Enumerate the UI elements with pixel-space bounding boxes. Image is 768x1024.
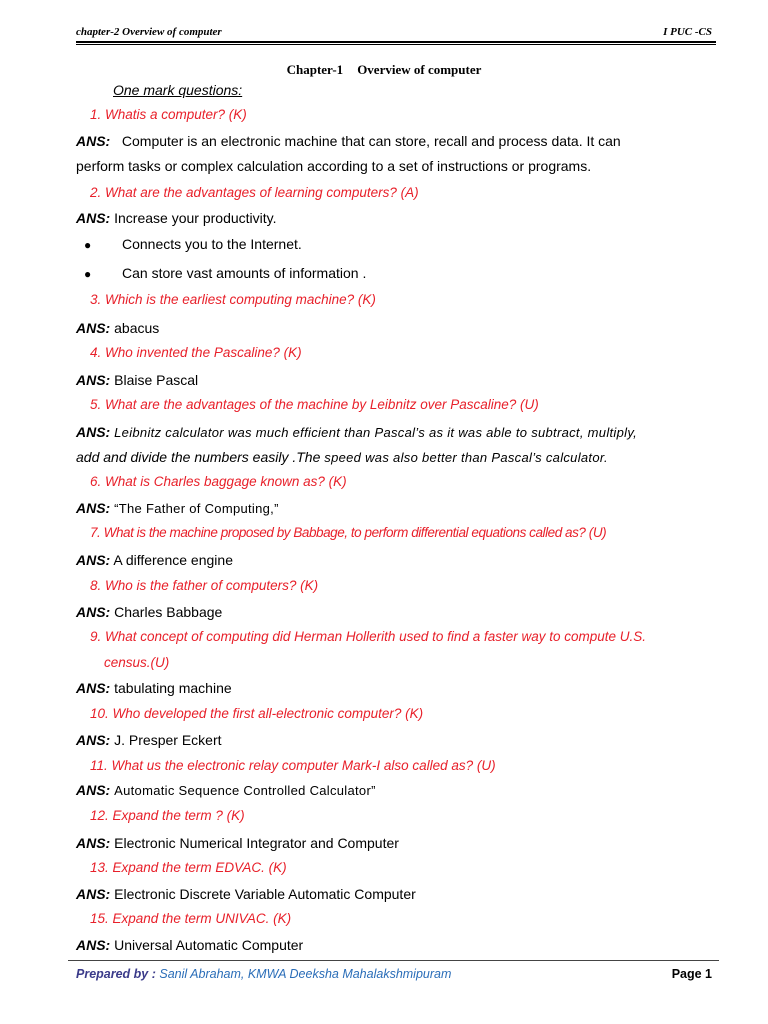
question: 11. What us the electronic relay computer Mark-I also called as? (U): [90, 758, 496, 773]
ans-label: ANS:: [76, 680, 111, 696]
question: 1. Whatis a computer? (K): [90, 107, 247, 122]
answer-text: Computer is an electronic machine that can store, recall and process data. It can: [121, 133, 621, 149]
header-rule: [76, 41, 716, 43]
ans-label: ANS:: [76, 604, 111, 620]
ans-label: ANS:: [76, 320, 111, 336]
page-header: [76, 24, 712, 40]
question: 9. What concept of computing did Herman Hollerith used to find a faster way to compute U.S.: [90, 629, 647, 644]
answer: [76, 424, 637, 440]
question: 13. Expand the term EDVAC. (K): [90, 860, 287, 875]
bullet-icon: ●: [84, 267, 92, 281]
question-continued: census.(U): [104, 655, 170, 670]
answer-text: Leibnitz calculator was much efficient than Pascal’s as it was able to subtract, multiply,: [114, 425, 638, 440]
chapter-number: Chapter-1: [286, 62, 344, 77]
question: 7. What is the machine proposed by Babbage, to perform differential equations called as? (U): [90, 525, 607, 540]
answer-continued: perform tasks or complex calculation according to a set of instructions or programs.: [76, 158, 592, 174]
question: 6. What is Charles baggage known as? (K): [90, 474, 347, 489]
question: 4. Who invented the Pascaline? (K): [90, 345, 302, 360]
ans-label: ANS:: [76, 552, 111, 568]
answer: [76, 210, 277, 226]
ans-label: ANS:: [76, 210, 111, 226]
answer-text: Electronic Discrete Variable Automatic Computer: [114, 886, 416, 902]
ans-label: ANS:: [76, 732, 111, 748]
answer-text: J. Presper Eckert: [114, 732, 222, 748]
footer-author: Sanil Abraham, KMWA Deeksha Mahalakshmipuram: [159, 967, 452, 981]
answer-text: “The Father of Computing,”: [114, 501, 279, 516]
answer-text: Automatic Sequence Controlled Calculator”: [114, 783, 376, 798]
answer-text: add and divide the numbers easily .The: [76, 449, 321, 465]
ans-label: ANS:: [76, 133, 111, 149]
page-title: [0, 62, 768, 78]
answer-text: A difference engine: [113, 552, 233, 568]
section-heading: One mark questions:: [113, 82, 243, 98]
ans-label: ANS:: [76, 372, 111, 388]
answer-text: Blaise Pascal: [114, 372, 199, 388]
answer: [76, 552, 233, 568]
footer-rule: [68, 960, 719, 961]
page-number: Page 1: [671, 967, 712, 981]
answer: [76, 604, 222, 620]
bullet-text: Connects you to the Internet.: [122, 236, 302, 252]
ans-label: ANS:: [76, 424, 111, 440]
ans-label: ANS:: [76, 886, 111, 902]
answer-text: speed was also better than Pascal’s calculator.: [320, 450, 608, 465]
question: 3. Which is the earliest computing machine? (K): [90, 292, 376, 307]
question: 10. Who developed the first all-electronic computer? (K): [90, 706, 424, 721]
answer-text: tabulating machine: [114, 680, 232, 696]
question: 15. Expand the term UNIVAC. (K): [90, 911, 292, 926]
answer: [76, 680, 232, 696]
ans-label: ANS:: [76, 782, 111, 798]
answer-text: Electronic Numerical Integrator and Computer: [114, 835, 399, 851]
chapter-name: Overview of computer: [357, 62, 482, 77]
answer-text: Increase your productivity.: [114, 210, 277, 226]
answer: [76, 320, 159, 336]
answer: [76, 835, 399, 851]
ans-label: ANS:: [76, 500, 111, 516]
header-chapter: chapter-2 Overview of computer: [76, 26, 222, 38]
answer-continued: [76, 449, 608, 465]
ans-label: ANS:: [76, 937, 111, 953]
header-rule-thin: [76, 44, 716, 45]
question: 2. What are the advantages of learning computers? (A): [90, 185, 419, 200]
answer: [76, 886, 416, 902]
answer-text: Universal Automatic Computer: [114, 937, 304, 953]
answer-text: abacus: [114, 320, 160, 336]
answer-text: Charles Babbage: [114, 604, 223, 620]
answer: [76, 937, 303, 953]
answer: [76, 782, 376, 798]
ans-label: ANS:: [76, 835, 111, 851]
bullet-icon: ●: [84, 238, 92, 252]
answer: [76, 133, 621, 149]
bullet-text: Can store vast amounts of information .: [122, 265, 367, 281]
page-footer: [76, 967, 712, 981]
answer: [76, 500, 279, 516]
footer-prefix: Prepared by :: [76, 967, 160, 981]
question: 12. Expand the term ? (K): [90, 808, 245, 823]
answer: [76, 732, 222, 748]
answer: [76, 372, 198, 388]
header-course: I PUC -CS: [663, 26, 712, 38]
question: 5. What are the advantages of the machine by Leibnitz over Pascaline? (U): [90, 397, 539, 412]
question: 8. Who is the father of computers? (K): [90, 578, 319, 593]
